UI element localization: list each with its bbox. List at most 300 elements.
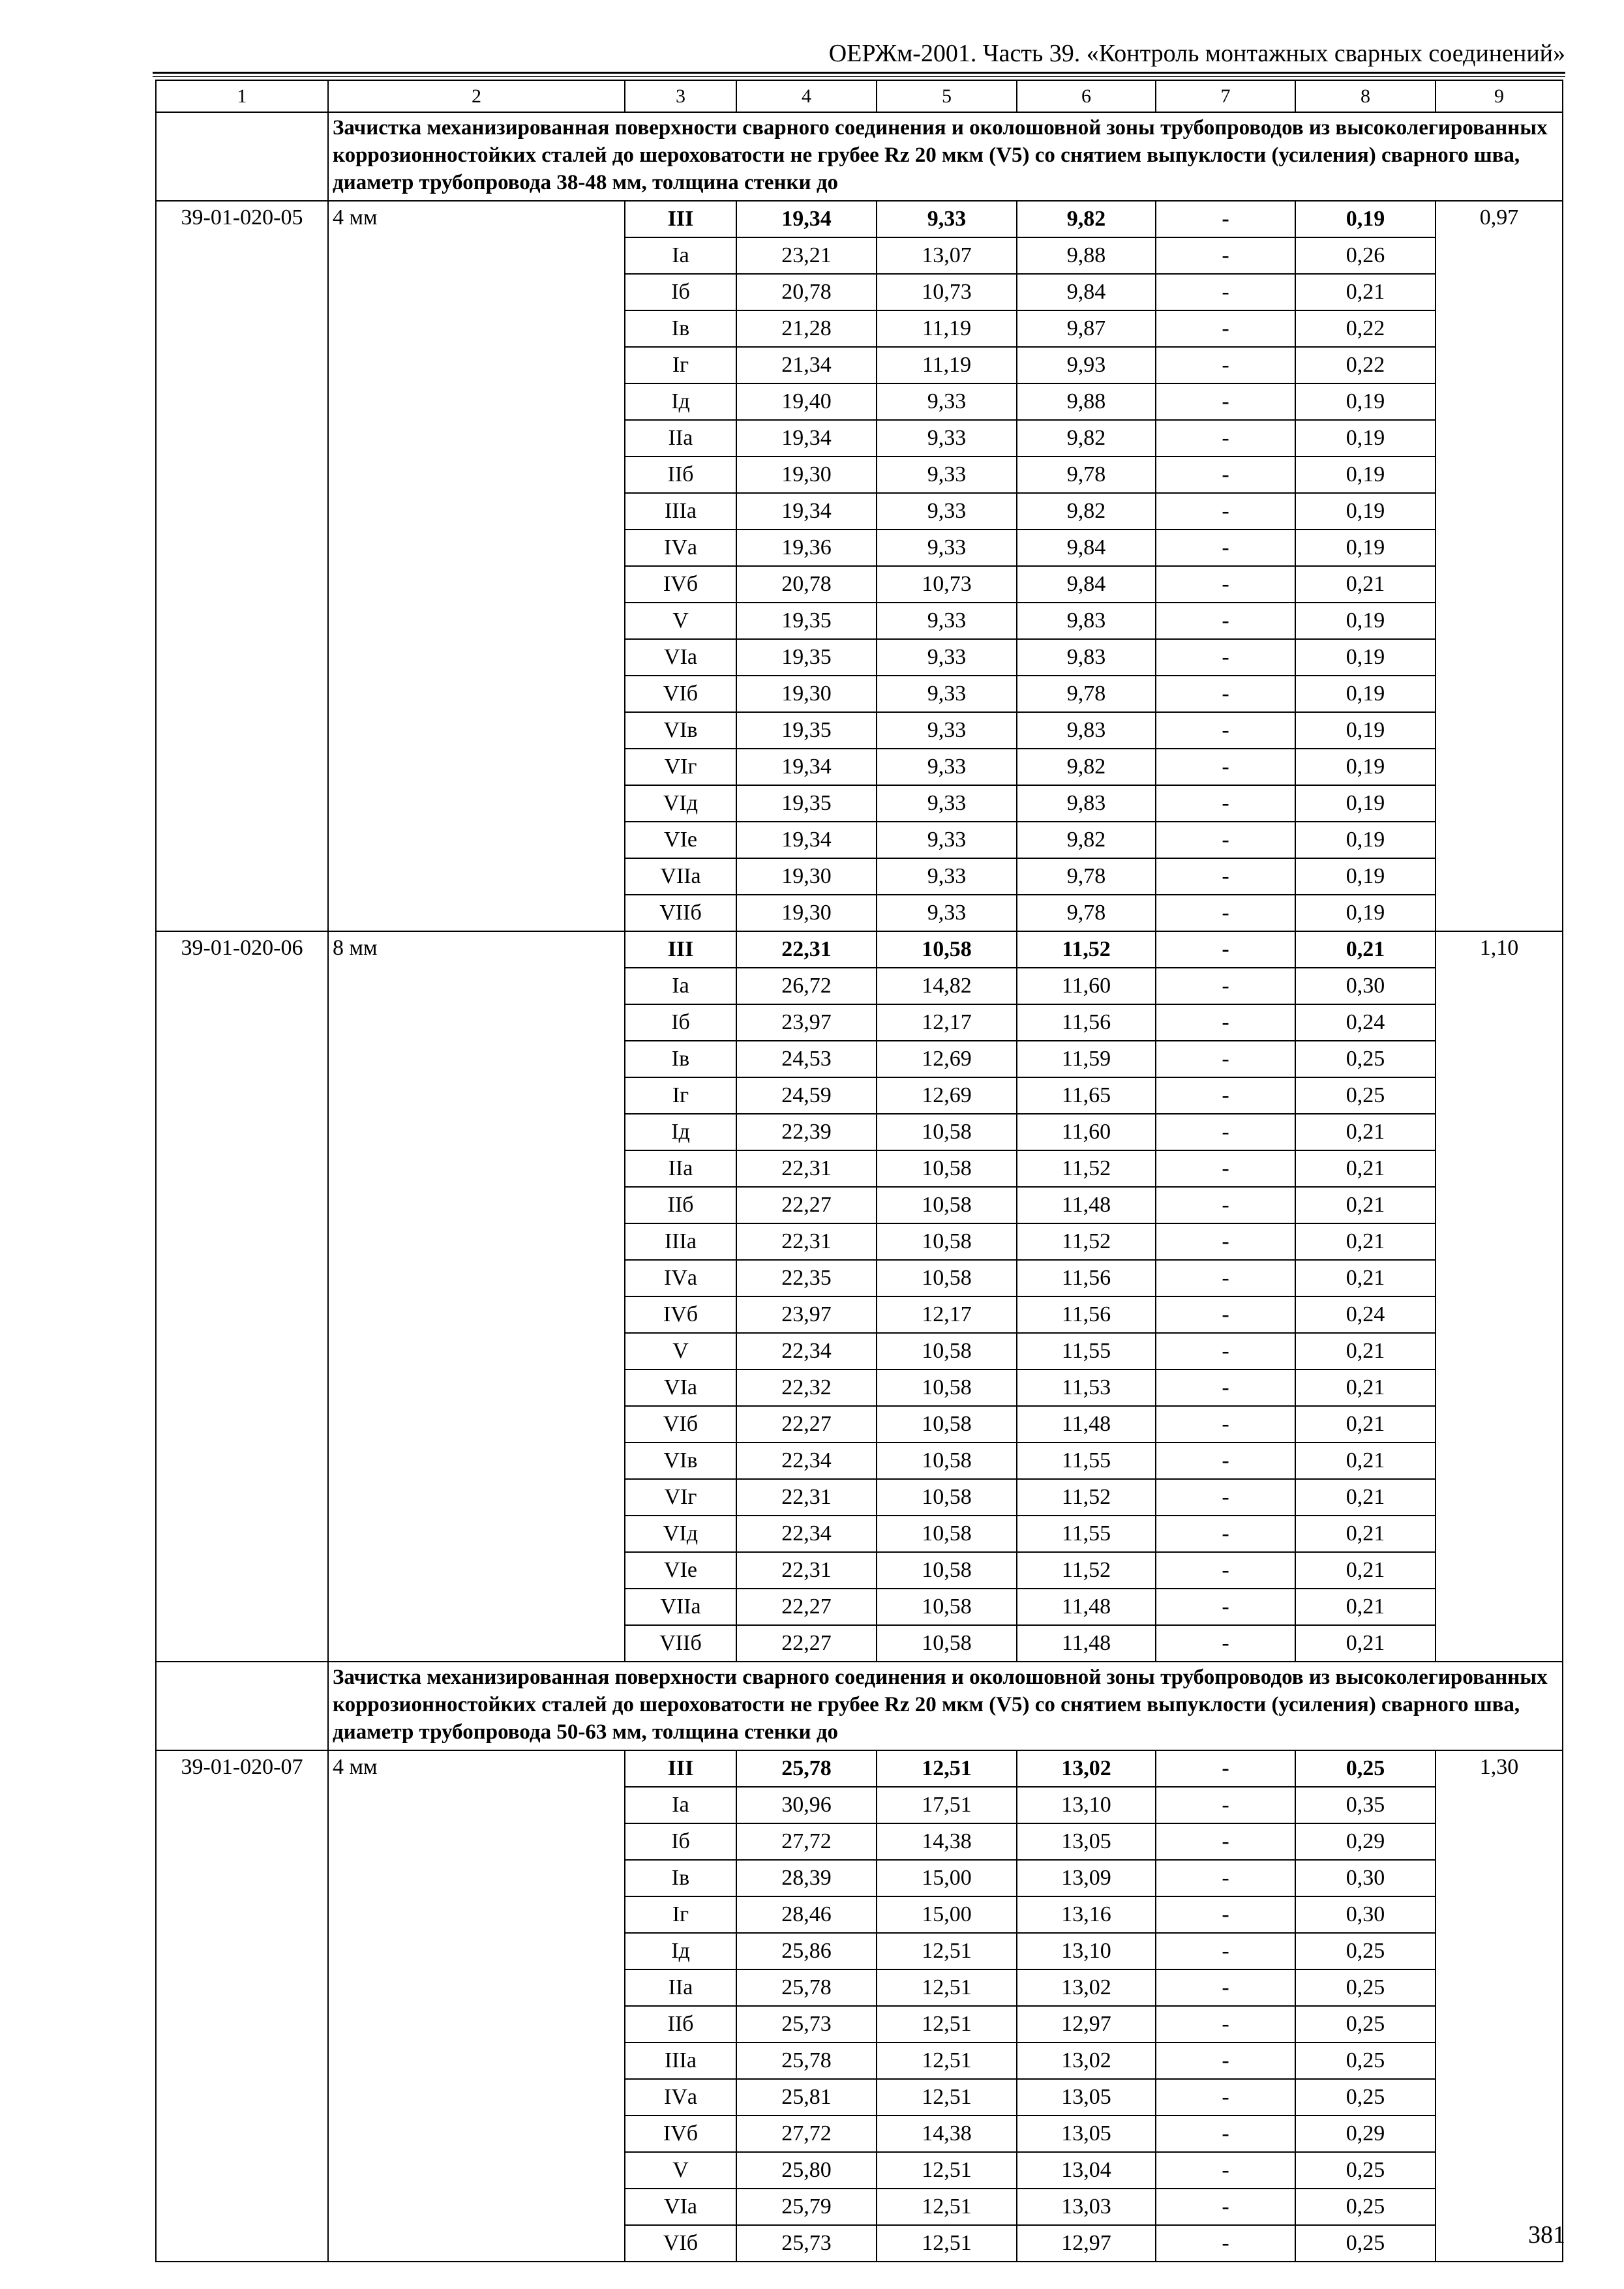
table-cell: 13,02 [1017, 1969, 1156, 2006]
table-cell: 0,21 [1295, 1479, 1436, 1516]
table-cell: VIIа [625, 1589, 736, 1625]
table-cell: - [1156, 1369, 1295, 1406]
table-cell: 0,19 [1295, 639, 1436, 676]
table-cell: 22,27 [736, 1406, 877, 1443]
table-cell: 19,40 [736, 383, 877, 420]
table-cell: - [1156, 1296, 1295, 1333]
table-cell: 11,65 [1017, 1077, 1156, 1114]
table-cell: 13,09 [1017, 1860, 1156, 1896]
table-cell: 24,53 [736, 1041, 877, 1077]
table-cell: 11,19 [877, 347, 1017, 383]
table-cell: 19,30 [736, 676, 877, 712]
table-cell: 0,25 [1295, 2189, 1436, 2225]
table-cell: 0,19 [1295, 785, 1436, 822]
table-cell: 9,78 [1017, 858, 1156, 895]
column-9-value: 1,10 [1436, 931, 1563, 1662]
table-cell: 11,56 [1017, 1296, 1156, 1333]
table-cell: VIб [625, 1406, 736, 1443]
table-row [156, 1750, 1563, 1787]
table-cell: IIб [625, 1187, 736, 1223]
table-cell: 0,19 [1295, 676, 1436, 712]
table-cell: Iг [625, 1077, 736, 1114]
table-cell: 11,59 [1017, 1041, 1156, 1077]
table-cell: 11,56 [1017, 1004, 1156, 1041]
table-cell: - [1156, 2225, 1295, 2262]
table-row [156, 201, 1563, 237]
table-cell: 12,51 [877, 1969, 1017, 2006]
table-cell: 12,97 [1017, 2006, 1156, 2042]
table-cell: III [625, 931, 736, 968]
table-cell: Iа [625, 237, 736, 274]
table-cell: 0,19 [1295, 895, 1436, 931]
table-cell: 0,25 [1295, 2042, 1436, 2079]
table-cell: 22,31 [736, 1552, 877, 1589]
table-cell: Iв [625, 310, 736, 347]
table-cell: 19,34 [736, 420, 877, 456]
column-number: 4 [736, 80, 877, 112]
table-cell: 13,04 [1017, 2152, 1156, 2189]
table-cell: 9,88 [1017, 237, 1156, 274]
table-cell: 22,31 [736, 1479, 877, 1516]
table-cell: 13,02 [1017, 1750, 1156, 1787]
table-cell: VIг [625, 749, 736, 785]
item-code: 39-01-020-06 [156, 931, 328, 1662]
table-cell: III [625, 201, 736, 237]
table-cell: - [1156, 1552, 1295, 1589]
table-cell: - [1156, 274, 1295, 310]
table-cell: 10,58 [877, 1114, 1017, 1150]
table-cell: 12,51 [877, 2006, 1017, 2042]
table-cell: 25,73 [736, 2225, 877, 2262]
table-cell: 0,29 [1295, 1823, 1436, 1860]
table-cell: Iб [625, 1004, 736, 1041]
table-cell: 0,19 [1295, 530, 1436, 566]
table-cell: 13,07 [877, 237, 1017, 274]
table-cell: IIIа [625, 493, 736, 530]
table-cell: 0,21 [1295, 1516, 1436, 1552]
table-cell: 19,34 [736, 749, 877, 785]
table-cell: 11,52 [1017, 1223, 1156, 1260]
table-cell: 9,83 [1017, 785, 1156, 822]
table-cell: 12,51 [877, 2152, 1017, 2189]
column-number: 5 [877, 80, 1017, 112]
table-cell: 11,56 [1017, 1260, 1156, 1296]
table-cell: - [1156, 1333, 1295, 1369]
table-cell: Iб [625, 274, 736, 310]
table-cell: V [625, 2152, 736, 2189]
table-cell: 9,33 [877, 749, 1017, 785]
table-cell: 13,10 [1017, 1787, 1156, 1823]
table-cell: 12,51 [877, 1933, 1017, 1969]
table-cell: 0,24 [1295, 1296, 1436, 1333]
column-9-value: 1,30 [1436, 1750, 1563, 2262]
table-cell: IIа [625, 420, 736, 456]
table-cell: 10,58 [877, 1406, 1017, 1443]
table-cell: VIIб [625, 895, 736, 931]
table-cell: 19,30 [736, 858, 877, 895]
table-cell: 0,21 [1295, 1443, 1436, 1479]
column-number: 3 [625, 80, 736, 112]
table-cell: 0,25 [1295, 1750, 1436, 1787]
table-cell: 10,58 [877, 1589, 1017, 1625]
table-cell: - [1156, 1750, 1295, 1787]
table-cell: 19,36 [736, 530, 877, 566]
table-cell: - [1156, 639, 1295, 676]
table-cell: 12,51 [877, 2079, 1017, 2116]
table-cell: - [1156, 1443, 1295, 1479]
table-cell: 13,05 [1017, 2116, 1156, 2152]
table-cell: 0,19 [1295, 749, 1436, 785]
table-cell: 14,38 [877, 1823, 1017, 1860]
table-cell: 28,46 [736, 1896, 877, 1933]
table-cell: 11,52 [1017, 1150, 1156, 1187]
table-cell: VIа [625, 639, 736, 676]
table-cell: 0,24 [1295, 1004, 1436, 1041]
table-cell: 11,55 [1017, 1516, 1156, 1552]
table-cell: 9,33 [877, 420, 1017, 456]
table-cell: 9,84 [1017, 566, 1156, 603]
wall-thickness: 8 мм [328, 931, 625, 1662]
table-cell: Iд [625, 383, 736, 420]
table-cell: 12,17 [877, 1004, 1017, 1041]
table-row [156, 931, 1563, 968]
table-cell: 0,19 [1295, 420, 1436, 456]
table-cell: Iг [625, 1896, 736, 1933]
table-cell: 22,31 [736, 1223, 877, 1260]
table-cell: - [1156, 749, 1295, 785]
table-cell: 0,21 [1295, 1333, 1436, 1369]
table-cell: 11,48 [1017, 1625, 1156, 1662]
table-cell: VIв [625, 712, 736, 749]
table-cell: - [1156, 1969, 1295, 2006]
table-cell: 19,30 [736, 895, 877, 931]
table-cell: 0,21 [1295, 1552, 1436, 1589]
table-cell: 11,48 [1017, 1589, 1156, 1625]
table-cell: 0,19 [1295, 456, 1436, 493]
table-cell: 0,22 [1295, 347, 1436, 383]
table-cell: 10,58 [877, 1187, 1017, 1223]
table-cell: 22,34 [736, 1443, 877, 1479]
table-cell: 9,82 [1017, 822, 1156, 858]
table-cell: IIIа [625, 2042, 736, 2079]
table-cell: 23,21 [736, 237, 877, 274]
table-cell: Iа [625, 968, 736, 1004]
table-cell: 0,25 [1295, 2006, 1436, 2042]
table-cell: 9,93 [1017, 347, 1156, 383]
table-cell: III [625, 1750, 736, 1787]
table-cell: 14,38 [877, 2116, 1017, 2152]
table-cell: 12,51 [877, 1750, 1017, 1787]
table-cell: 0,21 [1295, 1369, 1436, 1406]
table-cell: 9,33 [877, 712, 1017, 749]
table-cell: 0,19 [1295, 201, 1436, 237]
column-number: 8 [1295, 80, 1436, 112]
table-cell: 12,51 [877, 2042, 1017, 2079]
table-cell: 0,25 [1295, 2079, 1436, 2116]
table-cell: - [1156, 1860, 1295, 1896]
table-cell: 9,82 [1017, 493, 1156, 530]
table-cell: 9,33 [877, 895, 1017, 931]
table-cell: - [1156, 566, 1295, 603]
table-cell: 9,88 [1017, 383, 1156, 420]
table-cell: 9,33 [877, 639, 1017, 676]
table-cell: - [1156, 822, 1295, 858]
table-cell: 13,03 [1017, 2189, 1156, 2225]
table-cell: - [1156, 2006, 1295, 2042]
table-cell: 13,10 [1017, 1933, 1156, 1969]
column-number: 9 [1436, 80, 1563, 112]
table-cell: 22,34 [736, 1516, 877, 1552]
table-cell: - [1156, 347, 1295, 383]
table-cell: VIд [625, 1516, 736, 1552]
table-cell: 0,25 [1295, 1077, 1436, 1114]
table-cell: 14,82 [877, 968, 1017, 1004]
table-cell: - [1156, 2079, 1295, 2116]
table-cell: 9,84 [1017, 530, 1156, 566]
table-cell: 9,78 [1017, 456, 1156, 493]
table-cell: 11,52 [1017, 1552, 1156, 1589]
table-cell: 0,21 [1295, 1114, 1436, 1150]
table-cell: 10,58 [877, 1369, 1017, 1406]
section-blank-cell [156, 1662, 328, 1750]
table-cell: 12,51 [877, 2189, 1017, 2225]
table-cell: 0,21 [1295, 1260, 1436, 1296]
table-cell: 0,25 [1295, 1933, 1436, 1969]
table-cell: 22,27 [736, 1187, 877, 1223]
table-cell: - [1156, 1933, 1295, 1969]
table-cell: 11,60 [1017, 968, 1156, 1004]
table-cell: IVа [625, 530, 736, 566]
table-cell: VIд [625, 785, 736, 822]
table-cell: - [1156, 1406, 1295, 1443]
table-cell: VIIа [625, 858, 736, 895]
column-number-row [156, 80, 1563, 112]
table-cell: 11,53 [1017, 1369, 1156, 1406]
table-cell: 9,33 [877, 822, 1017, 858]
table-cell: VIв [625, 1443, 736, 1479]
table-cell: - [1156, 237, 1295, 274]
table-cell: - [1156, 1823, 1295, 1860]
table-cell: 11,19 [877, 310, 1017, 347]
table-cell: 10,73 [877, 274, 1017, 310]
table-cell: 11,55 [1017, 1443, 1156, 1479]
table-cell: 19,34 [736, 201, 877, 237]
table-cell: 0,19 [1295, 493, 1436, 530]
table-cell: 0,22 [1295, 310, 1436, 347]
table-cell: 21,28 [736, 310, 877, 347]
table-cell: - [1156, 530, 1295, 566]
table-cell: 25,86 [736, 1933, 877, 1969]
table-cell: 25,81 [736, 2079, 877, 2116]
table-cell: - [1156, 1150, 1295, 1187]
table-cell: 0,21 [1295, 1589, 1436, 1625]
table-cell: 13,16 [1017, 1896, 1156, 1933]
table-cell: VIг [625, 1479, 736, 1516]
table-cell: VIа [625, 2189, 736, 2225]
table-cell: 25,78 [736, 1750, 877, 1787]
table-cell: 10,58 [877, 1223, 1017, 1260]
table-cell: 9,33 [877, 858, 1017, 895]
table-cell: 22,27 [736, 1625, 877, 1662]
table-cell: 23,97 [736, 1004, 877, 1041]
table-cell: 23,97 [736, 1296, 877, 1333]
table-cell: 0,21 [1295, 1406, 1436, 1443]
table-cell: 9,78 [1017, 676, 1156, 712]
table-cell: V [625, 1333, 736, 1369]
table-cell: 22,31 [736, 1150, 877, 1187]
table-cell: 0,30 [1295, 968, 1436, 1004]
table-cell: 10,58 [877, 1443, 1017, 1479]
item-code: 39-01-020-05 [156, 201, 328, 931]
table-cell: 13,02 [1017, 2042, 1156, 2079]
table-cell: - [1156, 1077, 1295, 1114]
table-cell: 9,33 [877, 493, 1017, 530]
table-cell: - [1156, 785, 1295, 822]
table-cell: - [1156, 310, 1295, 347]
table-cell: 12,69 [877, 1041, 1017, 1077]
table-cell: VIе [625, 1552, 736, 1589]
table-cell: Iд [625, 1933, 736, 1969]
table-cell: 10,58 [877, 1260, 1017, 1296]
table-cell: 22,27 [736, 1589, 877, 1625]
table-cell: VIб [625, 2225, 736, 2262]
table-cell: - [1156, 1787, 1295, 1823]
table-cell: 12,51 [877, 2225, 1017, 2262]
table-cell: - [1156, 1479, 1295, 1516]
table-cell: 9,33 [877, 456, 1017, 493]
table-cell: 10,73 [877, 566, 1017, 603]
table-cell: - [1156, 1223, 1295, 1260]
table-cell: 13,05 [1017, 2079, 1156, 2116]
table-cell: 9,33 [877, 201, 1017, 237]
table-cell: 0,25 [1295, 1969, 1436, 2006]
table-cell: 9,78 [1017, 895, 1156, 931]
table-cell: 25,73 [736, 2006, 877, 2042]
table-cell: 9,33 [877, 676, 1017, 712]
table-cell: IIа [625, 1150, 736, 1187]
table-cell: 0,19 [1295, 383, 1436, 420]
table-cell: - [1156, 2152, 1295, 2189]
table-cell: 22,34 [736, 1333, 877, 1369]
table-cell: 19,35 [736, 785, 877, 822]
table-cell: VIIб [625, 1625, 736, 1662]
table-cell: Iд [625, 1114, 736, 1150]
table-cell: 10,58 [877, 1479, 1017, 1516]
table-cell: 9,33 [877, 603, 1017, 639]
table-cell: - [1156, 201, 1295, 237]
table-cell: 20,78 [736, 274, 877, 310]
table-cell: 10,58 [877, 931, 1017, 968]
table-cell: 10,58 [877, 1625, 1017, 1662]
table-cell: 19,35 [736, 639, 877, 676]
table-cell: 9,84 [1017, 274, 1156, 310]
table-cell: 0,30 [1295, 1860, 1436, 1896]
table-cell: 19,30 [736, 456, 877, 493]
table-cell: 25,79 [736, 2189, 877, 2225]
table-cell: 26,72 [736, 968, 877, 1004]
table-cell: 0,21 [1295, 1187, 1436, 1223]
table-cell: 25,78 [736, 1969, 877, 2006]
table-cell: - [1156, 968, 1295, 1004]
column-number: 1 [156, 80, 328, 112]
item-code: 39-01-020-07 [156, 1750, 328, 2262]
table-cell: 30,96 [736, 1787, 877, 1823]
table-cell: 11,60 [1017, 1114, 1156, 1150]
table-cell: 21,34 [736, 347, 877, 383]
table-cell: 0,25 [1295, 2152, 1436, 2189]
table-cell: 0,21 [1295, 274, 1436, 310]
table-cell: - [1156, 1589, 1295, 1625]
table-cell: - [1156, 1625, 1295, 1662]
table-cell: 9,82 [1017, 749, 1156, 785]
table-cell: 22,32 [736, 1369, 877, 1406]
table-cell: 0,19 [1295, 858, 1436, 895]
table-cell: 19,35 [736, 712, 877, 749]
wall-thickness: 4 мм [328, 201, 625, 931]
table-cell: IVб [625, 1296, 736, 1333]
table-cell: 20,78 [736, 566, 877, 603]
table-cell: - [1156, 1004, 1295, 1041]
table-cell: IIб [625, 456, 736, 493]
table-cell: 10,58 [877, 1516, 1017, 1552]
table-cell: - [1156, 493, 1295, 530]
table-cell: 12,97 [1017, 2225, 1156, 2262]
table-cell: 0,25 [1295, 2225, 1436, 2262]
table-cell: 9,87 [1017, 310, 1156, 347]
table-cell: 13,05 [1017, 1823, 1156, 1860]
table-cell: - [1156, 858, 1295, 895]
table-cell: 22,39 [736, 1114, 877, 1150]
table-cell: 19,34 [736, 822, 877, 858]
table-cell: 11,52 [1017, 931, 1156, 968]
table-cell: - [1156, 1187, 1295, 1223]
page-number: 381 [1528, 2221, 1565, 2249]
table-cell: 9,82 [1017, 420, 1156, 456]
table-cell: 9,33 [877, 530, 1017, 566]
table-cell: 11,52 [1017, 1479, 1156, 1516]
table-cell: 0,19 [1295, 822, 1436, 858]
table-cell: - [1156, 456, 1295, 493]
table-cell: 9,83 [1017, 639, 1156, 676]
section-title: Зачистка механизированная поверхности сварного соединения и околошовной зоны трубопроводов из высоколегированных коррозионностойких сталей до шероховатости не грубее Rz 20 мкм (V5) со снятием выпуклости (усиления) сварного шва, диаметр трубопровода 50-63 мм, толщина стенки до [328, 1662, 1563, 1750]
table-cell: 15,00 [877, 1860, 1017, 1896]
table-cell: - [1156, 2042, 1295, 2079]
table-cell: - [1156, 1260, 1295, 1296]
table-cell: VIе [625, 822, 736, 858]
table-cell: 0,21 [1295, 566, 1436, 603]
table-cell: - [1156, 895, 1295, 931]
table-cell: 28,39 [736, 1860, 877, 1896]
table-cell: - [1156, 931, 1295, 968]
table-cell: 0,19 [1295, 712, 1436, 749]
table-cell: Iг [625, 347, 736, 383]
table-cell: IIIа [625, 1223, 736, 1260]
rates-table-body [156, 80, 1563, 2262]
table-cell: - [1156, 1516, 1295, 1552]
table-cell: - [1156, 1114, 1295, 1150]
table-cell: - [1156, 383, 1295, 420]
table-cell: 9,33 [877, 383, 1017, 420]
table-cell: 0,21 [1295, 1150, 1436, 1187]
table-cell: 25,80 [736, 2152, 877, 2189]
column-number: 2 [328, 80, 625, 112]
table-cell: 15,00 [877, 1896, 1017, 1933]
table-cell: IVа [625, 2079, 736, 2116]
table-cell: Iв [625, 1041, 736, 1077]
table-cell: - [1156, 2116, 1295, 2152]
section-blank-cell [156, 112, 328, 201]
column-9-value: 0,97 [1436, 201, 1563, 931]
